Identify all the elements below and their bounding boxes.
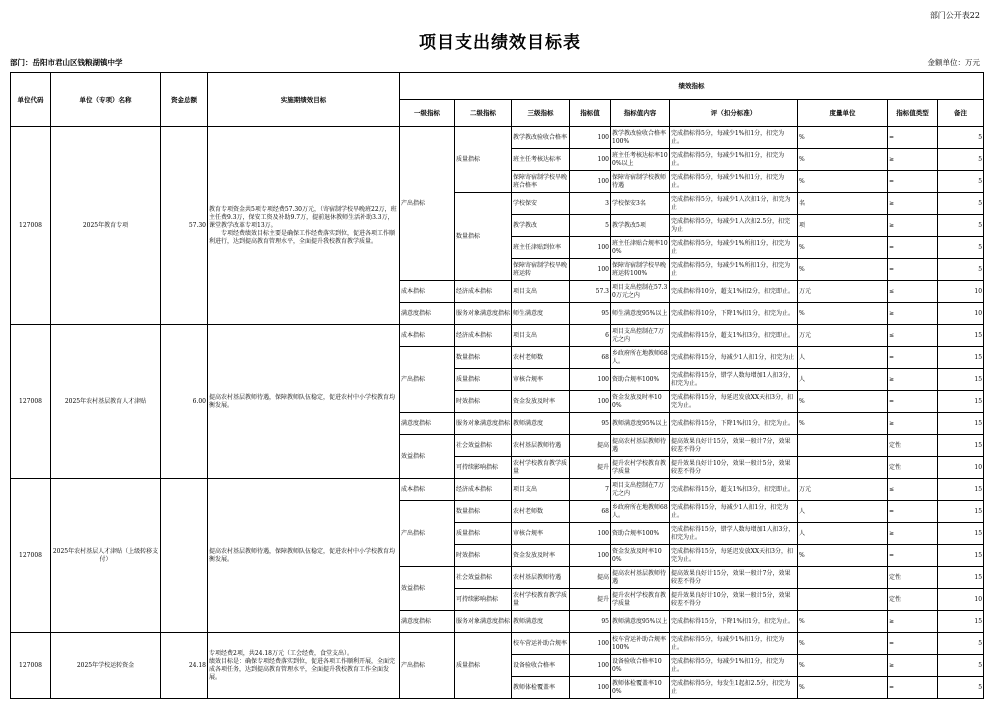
remark-cell: 15 xyxy=(938,501,984,523)
score-cell: 完成指标得5分，每减少1%扣1分，扣完为止。 xyxy=(670,171,798,193)
measure-cell: % xyxy=(798,633,888,655)
level1-cell: 满意度指标 xyxy=(400,413,455,435)
level2-cell: 数量指标 xyxy=(455,501,512,523)
level3-cell: 学校保安 xyxy=(512,193,570,215)
value-cell: 提高 xyxy=(570,567,611,589)
type-cell: = xyxy=(888,259,938,281)
type-cell: = xyxy=(888,237,938,259)
content-cell: 项目支出控制在57.30万元之内 xyxy=(611,281,670,303)
remark-cell: 5 xyxy=(938,237,984,259)
level1-cell: 满意度指标 xyxy=(400,303,455,325)
project-name-cell: 2025年学校运转资金 xyxy=(51,633,161,699)
value-cell: 95 xyxy=(570,413,611,435)
remark-cell: 15 xyxy=(938,435,984,457)
project-name-cell: 2025年教育专项 xyxy=(51,127,161,325)
content-cell: 项目支出控制在7万元之内 xyxy=(611,479,670,501)
level3-cell: 农村基层教师待遇 xyxy=(512,567,570,589)
value-cell: 100 xyxy=(570,369,611,391)
content-cell: 资金发放及时率100% xyxy=(611,391,670,413)
value-cell: 100 xyxy=(570,677,611,699)
type-cell: 定性 xyxy=(888,435,938,457)
remark-cell: 15 xyxy=(938,413,984,435)
remark-cell: 15 xyxy=(938,325,984,347)
remark-cell: 5 xyxy=(938,215,984,237)
measure-cell xyxy=(798,457,888,479)
performance-table xyxy=(10,72,984,699)
type-cell: ≤ xyxy=(888,325,938,347)
content-cell: 教学教改5项 xyxy=(611,215,670,237)
level2-cell: 服务对象满意度指标 xyxy=(455,303,512,325)
level2-cell: 社会效益指标 xyxy=(455,567,512,589)
score-cell: 完成指标得15分，每减少1人扣1分，扣完为止。 xyxy=(670,501,798,523)
level1-cell: 效益指标 xyxy=(400,567,455,611)
type-cell: = xyxy=(888,677,938,699)
score-cell: 完成指标得10分，超支1%扣2分，扣完即止。 xyxy=(670,281,798,303)
content-cell: 教师满意度95%以上 xyxy=(611,611,670,633)
level2-cell: 经济成本指标 xyxy=(455,281,512,303)
content-cell: 设备验收合格率100% xyxy=(611,655,670,677)
amount-cell xyxy=(161,479,208,633)
measure-cell: % xyxy=(798,171,888,193)
value-cell: 100 xyxy=(570,127,611,149)
type-cell: ≥ xyxy=(888,413,938,435)
remark-cell: 10 xyxy=(938,589,984,611)
level3-cell: 设备验收合格率 xyxy=(512,655,570,677)
amount-cell: 57.30 xyxy=(161,127,208,325)
remark-cell: 15 xyxy=(938,391,984,413)
col-amount: 资金总额 xyxy=(161,73,208,127)
value-cell: 100 xyxy=(570,149,611,171)
table-row xyxy=(11,325,984,347)
level3-cell: 资金发放及时率 xyxy=(512,545,570,567)
measure-cell: % xyxy=(798,677,888,699)
content-cell: 资助合规率100% xyxy=(611,369,670,391)
remark-cell: 15 xyxy=(938,479,984,501)
value-cell: 7 xyxy=(570,479,611,501)
type-cell: = xyxy=(888,347,938,369)
remark-cell: 15 xyxy=(938,523,984,545)
type-cell: ≥ xyxy=(888,611,938,633)
score-cell: 完成指标得15分，错学人数每增加1人扣3分，扣完为止。 xyxy=(670,523,798,545)
measure-cell: % xyxy=(798,611,888,633)
measure-cell: % xyxy=(798,413,888,435)
type-cell: ≥ xyxy=(888,369,938,391)
value-cell: 100 xyxy=(570,237,611,259)
content-cell: 乡政府所在地教师68人。 xyxy=(611,347,670,369)
level3-cell: 保障寄宿制学校旱晚班运转 xyxy=(512,259,570,281)
level3-cell: 农村基层教师待遇 xyxy=(512,435,570,457)
col-group-indicators: 绩效指标 xyxy=(400,73,984,100)
measure-cell: % xyxy=(798,127,888,149)
remark-cell: 5 xyxy=(938,171,984,193)
content-cell: 学校保安3名 xyxy=(611,193,670,215)
remark-cell: 15 xyxy=(938,611,984,633)
level2-cell: 经济成本指标 xyxy=(455,325,512,347)
col-code: 单位代码 xyxy=(11,73,51,127)
value-cell: 6 xyxy=(570,325,611,347)
score-cell: 完成指标得15分，每减少1人扣1分，扣完为止 xyxy=(670,347,798,369)
col-type: 指标值类型 xyxy=(888,100,938,127)
table-number-tag: 部门公开表22 xyxy=(929,11,980,20)
content-cell: 保障寄宿制学校教师待遇 xyxy=(611,171,670,193)
score-cell: 完成指标得15分，下降1%扣1分，扣完为止。 xyxy=(670,413,798,435)
score-cell: 完成指标得5分，每减少1%扣1分，扣完为止。 xyxy=(670,149,798,171)
target-cell: 教育专项资金共5项专项经费57.30万元，（寄宿制学校旱晚班22万，班主任费9.3万，保安工资及补助9.7万，提前退休教师生活补助3.3万，课堂教学改革专项13万。 专项经费绩效目标主要是确保工作经费落实到位，促进各项工作顺利进行，达到提高教育管理水平，全面提升我校教育教学质量。 xyxy=(208,127,400,325)
content-cell: 班主任考核达标率100%以上 xyxy=(611,149,670,171)
content-cell: 提高农村基层教师待遇 xyxy=(611,435,670,457)
measure-cell: 人 xyxy=(798,347,888,369)
value-cell: 提高 xyxy=(570,435,611,457)
level2-cell: 可持续影响指标 xyxy=(455,457,512,479)
level2-cell: 质量指标 xyxy=(455,127,512,193)
level3-cell: 班主任考核达标率 xyxy=(512,149,570,171)
col-target: 实施期绩效目标 xyxy=(208,73,400,127)
level3-cell: 农村学校教育教学质量 xyxy=(512,589,570,611)
table-row xyxy=(11,479,984,501)
level3-cell: 教学教改验收合格率 xyxy=(512,127,570,149)
measure-cell: 万元 xyxy=(798,281,888,303)
measure-cell: % xyxy=(798,237,888,259)
col-score: 评（扣分标准） xyxy=(670,100,798,127)
amount-cell: 24.18 xyxy=(161,633,208,699)
content-cell: 校车营运补助合规率100% xyxy=(611,633,670,655)
remark-cell: 5 xyxy=(938,655,984,677)
type-cell: ≤ xyxy=(888,281,938,303)
measure-cell: % xyxy=(798,545,888,567)
level3-cell: 师生满意度 xyxy=(512,303,570,325)
score-cell: 完成指标得5分，每减少1%所扣1分，扣完为止 xyxy=(670,237,798,259)
type-cell: = xyxy=(888,501,938,523)
content-cell: 项目支出控制在7万元之内 xyxy=(611,325,670,347)
level3-cell: 项目支出 xyxy=(512,479,570,501)
remark-cell: 10 xyxy=(938,457,984,479)
measure-cell xyxy=(798,435,888,457)
score-cell: 完成指标得5分，每减少1%扣1分，扣完为止。 xyxy=(670,655,798,677)
content-cell: 班主任津贴合规率100% xyxy=(611,237,670,259)
value-cell: 提升 xyxy=(570,589,611,611)
table-row xyxy=(11,127,984,149)
value-cell: 100 xyxy=(570,655,611,677)
content-cell: 提升农村学校教育教学质量 xyxy=(611,457,670,479)
level3-cell: 校车营运补助合规率 xyxy=(512,633,570,655)
value-cell: 5 xyxy=(570,215,611,237)
value-cell: 68 xyxy=(570,501,611,523)
table-body xyxy=(11,127,984,699)
level2-cell: 质量指标 xyxy=(455,633,512,699)
value-cell: 100 xyxy=(570,523,611,545)
remark-cell: 10 xyxy=(938,303,984,325)
remark-cell: 5 xyxy=(938,127,984,149)
content-cell: 教师满意度95%以上 xyxy=(611,413,670,435)
project-name-cell: 2025年农村基层人才津贴（上级转移支付） xyxy=(51,479,161,633)
page-title: 项目支出绩效目标表 xyxy=(419,33,581,53)
type-cell: ≥ xyxy=(888,523,938,545)
level1-cell: 效益指标 xyxy=(400,435,455,479)
level3-cell: 项目支出 xyxy=(512,325,570,347)
type-cell: = xyxy=(888,391,938,413)
type-cell: ≥ xyxy=(888,655,938,677)
measure-cell: 项 xyxy=(798,215,888,237)
value-cell: 100 xyxy=(570,545,611,567)
col-remark: 备注 xyxy=(938,100,984,127)
col-level3: 三级指标 xyxy=(512,100,570,127)
type-cell: = xyxy=(888,633,938,655)
level3-cell: 教师满意度 xyxy=(512,413,570,435)
value-cell: 3 xyxy=(570,193,611,215)
score-cell: 完成指标得15分，超支1%扣3分，扣完即止。 xyxy=(670,479,798,501)
content-cell: 教师体检覆盖率100% xyxy=(611,677,670,699)
type-cell: 定性 xyxy=(888,589,938,611)
measure-cell: % xyxy=(798,655,888,677)
level1-cell: 产出指标 xyxy=(400,633,455,699)
col-value: 指标值 xyxy=(570,100,611,127)
type-cell: 定性 xyxy=(888,567,938,589)
level3-cell: 农村学校教育教学质量 xyxy=(512,457,570,479)
level2-cell: 质量指标 xyxy=(455,369,512,391)
type-cell: 定性 xyxy=(888,457,938,479)
type-cell: = xyxy=(888,127,938,149)
level2-cell: 社会效益指标 xyxy=(455,435,512,457)
col-level2: 二级指标 xyxy=(455,100,512,127)
level3-cell: 班主任津贴到位率 xyxy=(512,237,570,259)
measure-cell xyxy=(798,589,888,611)
measure-cell: 万元 xyxy=(798,479,888,501)
level2-cell: 质量指标 xyxy=(455,523,512,545)
score-cell: 完成指标得15分，错学人数每增加1人扣3分，扣完为止。 xyxy=(670,369,798,391)
content-cell: 资助合规率100% xyxy=(611,523,670,545)
score-cell: 提高效果良好计15分，效果一般计7分，效果较差不得分 xyxy=(670,435,798,457)
type-cell: ≥ xyxy=(888,303,938,325)
measure-cell: 名 xyxy=(798,193,888,215)
content-cell: 乡政府所在地教师68人。 xyxy=(611,501,670,523)
measure-cell: 万元 xyxy=(798,325,888,347)
level2-cell: 时效指标 xyxy=(455,545,512,567)
content-cell: 师生满意度95%以上 xyxy=(611,303,670,325)
content-cell: 教学教改验收合格率100% xyxy=(611,127,670,149)
score-cell: 完成指标得5分，每减少1%扣1分，扣完为止。 xyxy=(670,633,798,655)
level2-cell: 可持续影响指标 xyxy=(455,589,512,611)
level1-cell: 成本指标 xyxy=(400,281,455,303)
col-content: 指标值内容 xyxy=(611,100,670,127)
level3-cell: 项目支出 xyxy=(512,281,570,303)
value-cell: 提升 xyxy=(570,457,611,479)
unit-code-cell: 127008 xyxy=(11,479,51,633)
score-cell: 提高效果良好计15分，效果一般计7分，效果较差不得分 xyxy=(670,567,798,589)
score-cell: 完成指标得5分，每减少1%所扣1分，扣完为止 xyxy=(670,259,798,281)
remark-cell: 15 xyxy=(938,347,984,369)
level3-cell: 保障寄宿制学校旱晚班合格率 xyxy=(512,171,570,193)
level1-cell: 产出指标 xyxy=(400,347,455,413)
col-measure: 度量单位 xyxy=(798,100,888,127)
level3-cell: 审核合规率 xyxy=(512,523,570,545)
col-name: 单位（专项）名称 xyxy=(51,73,161,127)
type-cell: = xyxy=(888,171,938,193)
level2-cell: 数量指标 xyxy=(455,193,512,281)
unit-code-cell: 127008 xyxy=(11,127,51,325)
remark-cell: 5 xyxy=(938,259,984,281)
level1-cell: 成本指标 xyxy=(400,325,455,347)
level2-cell: 服务对象满意度指标 xyxy=(455,413,512,435)
level3-cell: 资金发放及时率 xyxy=(512,391,570,413)
target-cell: 专项经费2项，共24.18万元（工会经费，食堂支出）。 绩效目标是：确保专项经费落实到位，促进各项工作顺利开展，全面完成各项任务，达到提高教育管理水平，全面提升我校教育工作全面发展。 xyxy=(208,633,400,699)
department-label: 部门：岳阳市君山区钱粮湖镇中学 xyxy=(10,58,123,67)
content-cell: 资金发放及时率100% xyxy=(611,545,670,567)
content-cell: 提升农村学校教育教学质量 xyxy=(611,589,670,611)
level2-cell: 服务对象满意度指标 xyxy=(455,611,512,633)
value-cell: 100 xyxy=(570,259,611,281)
unit-code-cell: 127008 xyxy=(11,633,51,699)
measure-cell: 人 xyxy=(798,523,888,545)
measure-cell: 人 xyxy=(798,369,888,391)
level3-cell: 审核合规率 xyxy=(512,369,570,391)
remark-cell: 5 xyxy=(938,149,984,171)
score-cell: 完成指标得5分，每减少1%扣1分，扣完为止。 xyxy=(670,127,798,149)
score-cell: 完成指标得15分，超支1%扣3分，扣完即止。 xyxy=(670,325,798,347)
level3-cell: 农村老师数 xyxy=(512,347,570,369)
value-cell: 95 xyxy=(570,611,611,633)
remark-cell: 15 xyxy=(938,545,984,567)
remark-cell: 5 xyxy=(938,193,984,215)
type-cell: = xyxy=(888,545,938,567)
value-cell: 68 xyxy=(570,347,611,369)
value-cell: 57.3 xyxy=(570,281,611,303)
type-cell: ≥ xyxy=(888,193,938,215)
measure-cell: % xyxy=(798,391,888,413)
amount-unit-label: 金额单位：万元 xyxy=(927,58,980,67)
measure-cell: 人 xyxy=(798,501,888,523)
level1-cell: 产出指标 xyxy=(400,501,455,567)
value-cell: 100 xyxy=(570,391,611,413)
score-cell: 提升效果良好计10分，效果一般计5分，效果较差不得分 xyxy=(670,457,798,479)
score-cell: 完成指标得10分，下降1%扣1分，扣完为止。 xyxy=(670,303,798,325)
level1-cell: 产出指标 xyxy=(400,127,455,281)
measure-cell: % xyxy=(798,303,888,325)
level2-cell: 时效指标 xyxy=(455,391,512,413)
score-cell: 完成指标得15分，每延迟发放XX天扣3分，扣完为止。 xyxy=(670,391,798,413)
level1-cell: 满意度指标 xyxy=(400,611,455,633)
content-cell: 提高农村基层教师待遇 xyxy=(611,567,670,589)
project-name-cell: 2025年农村基层教育人才津贴 xyxy=(51,325,161,479)
value-cell: 95 xyxy=(570,303,611,325)
level1-cell: 成本指标 xyxy=(400,479,455,501)
type-cell: ≥ xyxy=(888,149,938,171)
type-cell: ≤ xyxy=(888,479,938,501)
remark-cell: 10 xyxy=(938,281,984,303)
level3-cell: 教师满意度 xyxy=(512,611,570,633)
content-cell: 保障寄宿制学校旱晚班运转100% xyxy=(611,259,670,281)
level3-cell: 农村老师数 xyxy=(512,501,570,523)
col-level1: 一级指标 xyxy=(400,100,455,127)
target-cell: 提高农村基层教师待遇，保障教师队伍稳定，促进农村中小学校教育均衡发展。 xyxy=(208,479,400,633)
remark-cell: 5 xyxy=(938,677,984,699)
value-cell: 100 xyxy=(570,633,611,655)
target-cell: 提高农村基层教师待遇，保障教师队伍稳定，促进农村中小学校教育均衡发展。 xyxy=(208,325,400,479)
score-cell: 提升效果良好计10分，效果一般计5分，效果较差不得分 xyxy=(670,589,798,611)
measure-cell xyxy=(798,567,888,589)
level3-cell: 教师体检覆盖率 xyxy=(512,677,570,699)
level2-cell: 经济成本指标 xyxy=(455,479,512,501)
table-row xyxy=(11,633,984,655)
remark-cell: 15 xyxy=(938,369,984,391)
score-cell: 完成指标得15分，每延迟发放XX天扣3分，扣完为止。 xyxy=(670,545,798,567)
measure-cell: % xyxy=(798,149,888,171)
remark-cell: 15 xyxy=(938,567,984,589)
type-cell: ≥ xyxy=(888,215,938,237)
value-cell: 100 xyxy=(570,171,611,193)
score-cell: 完成指标得5分，每发生1起扣2.5分，扣完为止 xyxy=(670,677,798,699)
level3-cell: 教学教改 xyxy=(512,215,570,237)
level2-cell: 数量指标 xyxy=(455,347,512,369)
score-cell: 完成指标得5分，每减少1人次扣2.5分，扣完为止 xyxy=(670,215,798,237)
amount-cell: 6.00 xyxy=(161,325,208,479)
score-cell: 完成指标得5分，每减少1人次扣1分，扣完为止 xyxy=(670,193,798,215)
score-cell: 完成指标得15分，下降1%扣1分，扣完为止。 xyxy=(670,611,798,633)
unit-code-cell: 127008 xyxy=(11,325,51,479)
measure-cell: % xyxy=(798,259,888,281)
remark-cell: 5 xyxy=(938,633,984,655)
